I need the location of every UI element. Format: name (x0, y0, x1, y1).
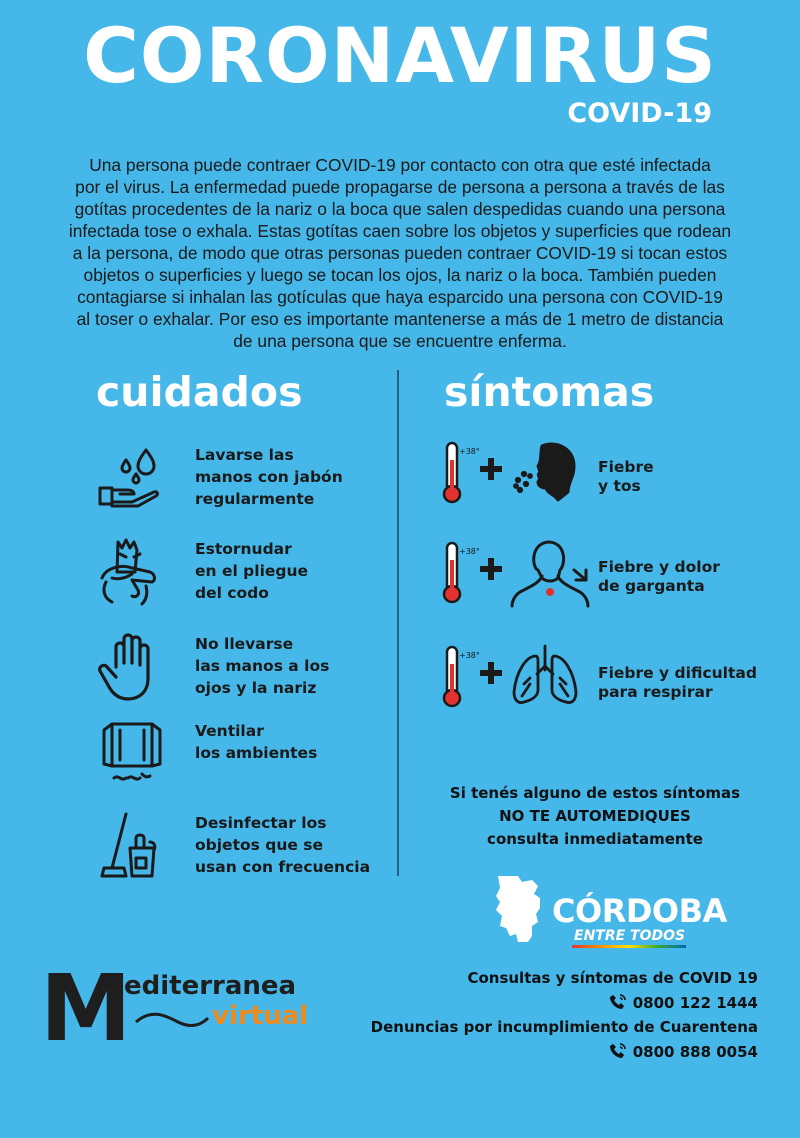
page-title: CORONAVIRUS (83, 11, 717, 100)
hand-washing-icon (96, 444, 166, 514)
label-line: Fiebre y dificultad (598, 664, 757, 682)
care-item-label (195, 720, 317, 764)
intro-line: Una persona puede contraer COVID-19 por contacto con otra que esté infectada (89, 155, 711, 175)
thermometer-icon (440, 440, 480, 504)
raised-hand-icon (96, 633, 166, 703)
symptom-label (598, 664, 757, 702)
temperature-label: +38° (459, 651, 480, 660)
label-line: Desinfectar los (195, 814, 327, 832)
care-item-label (195, 812, 370, 878)
alert-line: consulta inmediatamente (487, 830, 703, 848)
alert-emphasis: NO TE AUTOMEDIQUES (499, 807, 691, 825)
sore-throat-icon (512, 540, 592, 608)
phone-line-2 (371, 1040, 758, 1065)
label-line: y tos (598, 477, 641, 495)
symptom-fever-breathing (440, 644, 780, 714)
intro-line: contagiarse si inhalan las gotículas que haya esparcido una persona con COVID-19 (77, 287, 723, 307)
phone-icon (609, 993, 627, 1011)
phone-icon (609, 1042, 627, 1060)
cordoba-brand-name: CÓRDOBA (552, 892, 727, 930)
logo-wave-icon (136, 1014, 208, 1025)
plus-icon (478, 456, 504, 482)
intro-line: a la persona, de modo que otras personas pueden contraer COVID-19 si tocan estos (72, 243, 728, 263)
cuidados-heading: cuidados (96, 368, 303, 416)
label-line: No llevarse (195, 635, 294, 653)
sneeze-elbow-icon (96, 538, 166, 608)
alert-line: Si tenés alguno de estos síntomas (449, 784, 741, 802)
thermometer-icon (440, 540, 480, 604)
intro-line: de una persona que se encuentre enferma. (233, 331, 567, 351)
label-line: usan con frecuencia (195, 858, 371, 876)
label-line: Fiebre (598, 458, 654, 476)
logo-letter-m: M (40, 955, 132, 1062)
label-line: regularmente (195, 490, 315, 508)
mediterranea-virtual-logo (40, 955, 330, 1062)
intro-line: infectada tose o exhala. Estas gotítas caen sobre los objetos y superficies que rodean (68, 221, 732, 241)
label-line: objetos que se (195, 836, 324, 854)
symptom-fever-cough (440, 440, 780, 510)
care-item-label (195, 633, 329, 699)
label-line: en el pliegue (195, 562, 309, 580)
label-line: del codo (195, 584, 269, 602)
cordoba-slogan: ENTRE TODOS (574, 928, 686, 944)
label-line: Fiebre y dolor (598, 558, 720, 576)
alert-message (430, 782, 760, 851)
temperature-label: +38° (459, 547, 480, 556)
label-line: ojos y la nariz (195, 679, 317, 697)
intro-line: objetos o superficies y luego se tocan los ojos, la nariz o la boca. También pueden (83, 265, 717, 285)
intro-line: por el virus. La enfermedad puede propagarse de persona a persona a través de las (75, 177, 725, 197)
label-line: las manos a los (195, 657, 330, 675)
logo-word-virtual: virtual (212, 1001, 309, 1031)
phone-line-1 (371, 991, 758, 1016)
contact-info (371, 966, 758, 1064)
sintomas-heading: síntomas (444, 368, 655, 416)
symptom-label (598, 558, 720, 596)
contact-heading: Consultas y síntomas de COVID 19 (467, 969, 758, 987)
intro-line: al toser o exhalar. Por eso es importante mantenerse a más de 1 metro de distancia (76, 309, 724, 329)
plus-icon (478, 660, 504, 686)
care-item-label (195, 444, 343, 510)
cleaning-mop-icon (96, 812, 166, 882)
label-line: Estornudar (195, 540, 292, 558)
contact-heading: Denuncias por incumplimiento de Cuarentena (370, 1018, 758, 1036)
lungs-icon (512, 644, 578, 710)
care-item-label (195, 538, 308, 604)
label-line: manos con jabón (195, 468, 343, 486)
symptom-fever-throat (440, 540, 780, 610)
label-line: los ambientes (195, 744, 318, 762)
cordoba-map-logo-icon (488, 872, 548, 952)
thermometer-icon (440, 644, 480, 708)
intro-line: gotítas procedentes de la nariz o la boca que salen despedidas cuando una persona (74, 199, 726, 219)
cordoba-color-bar (572, 945, 686, 948)
label-line: de garganta (598, 577, 705, 595)
label-line: Ventilar (195, 722, 264, 740)
plus-icon (478, 556, 504, 582)
open-window-icon (96, 720, 166, 790)
page-subtitle: COVID-19 (567, 98, 712, 129)
symptom-label (598, 458, 654, 496)
coughing-person-icon (512, 440, 582, 504)
phone-number-2[interactable]: 0800 888 0054 (632, 1042, 758, 1061)
label-line: Lavarse las (195, 446, 294, 464)
intro-paragraph (40, 154, 760, 352)
column-divider (397, 370, 399, 876)
temperature-label: +38° (459, 447, 480, 456)
phone-number-1[interactable]: 0800 122 1444 (632, 993, 758, 1012)
logo-word-mediterranea: editerranea (124, 971, 297, 1001)
label-line: para respirar (598, 683, 713, 701)
